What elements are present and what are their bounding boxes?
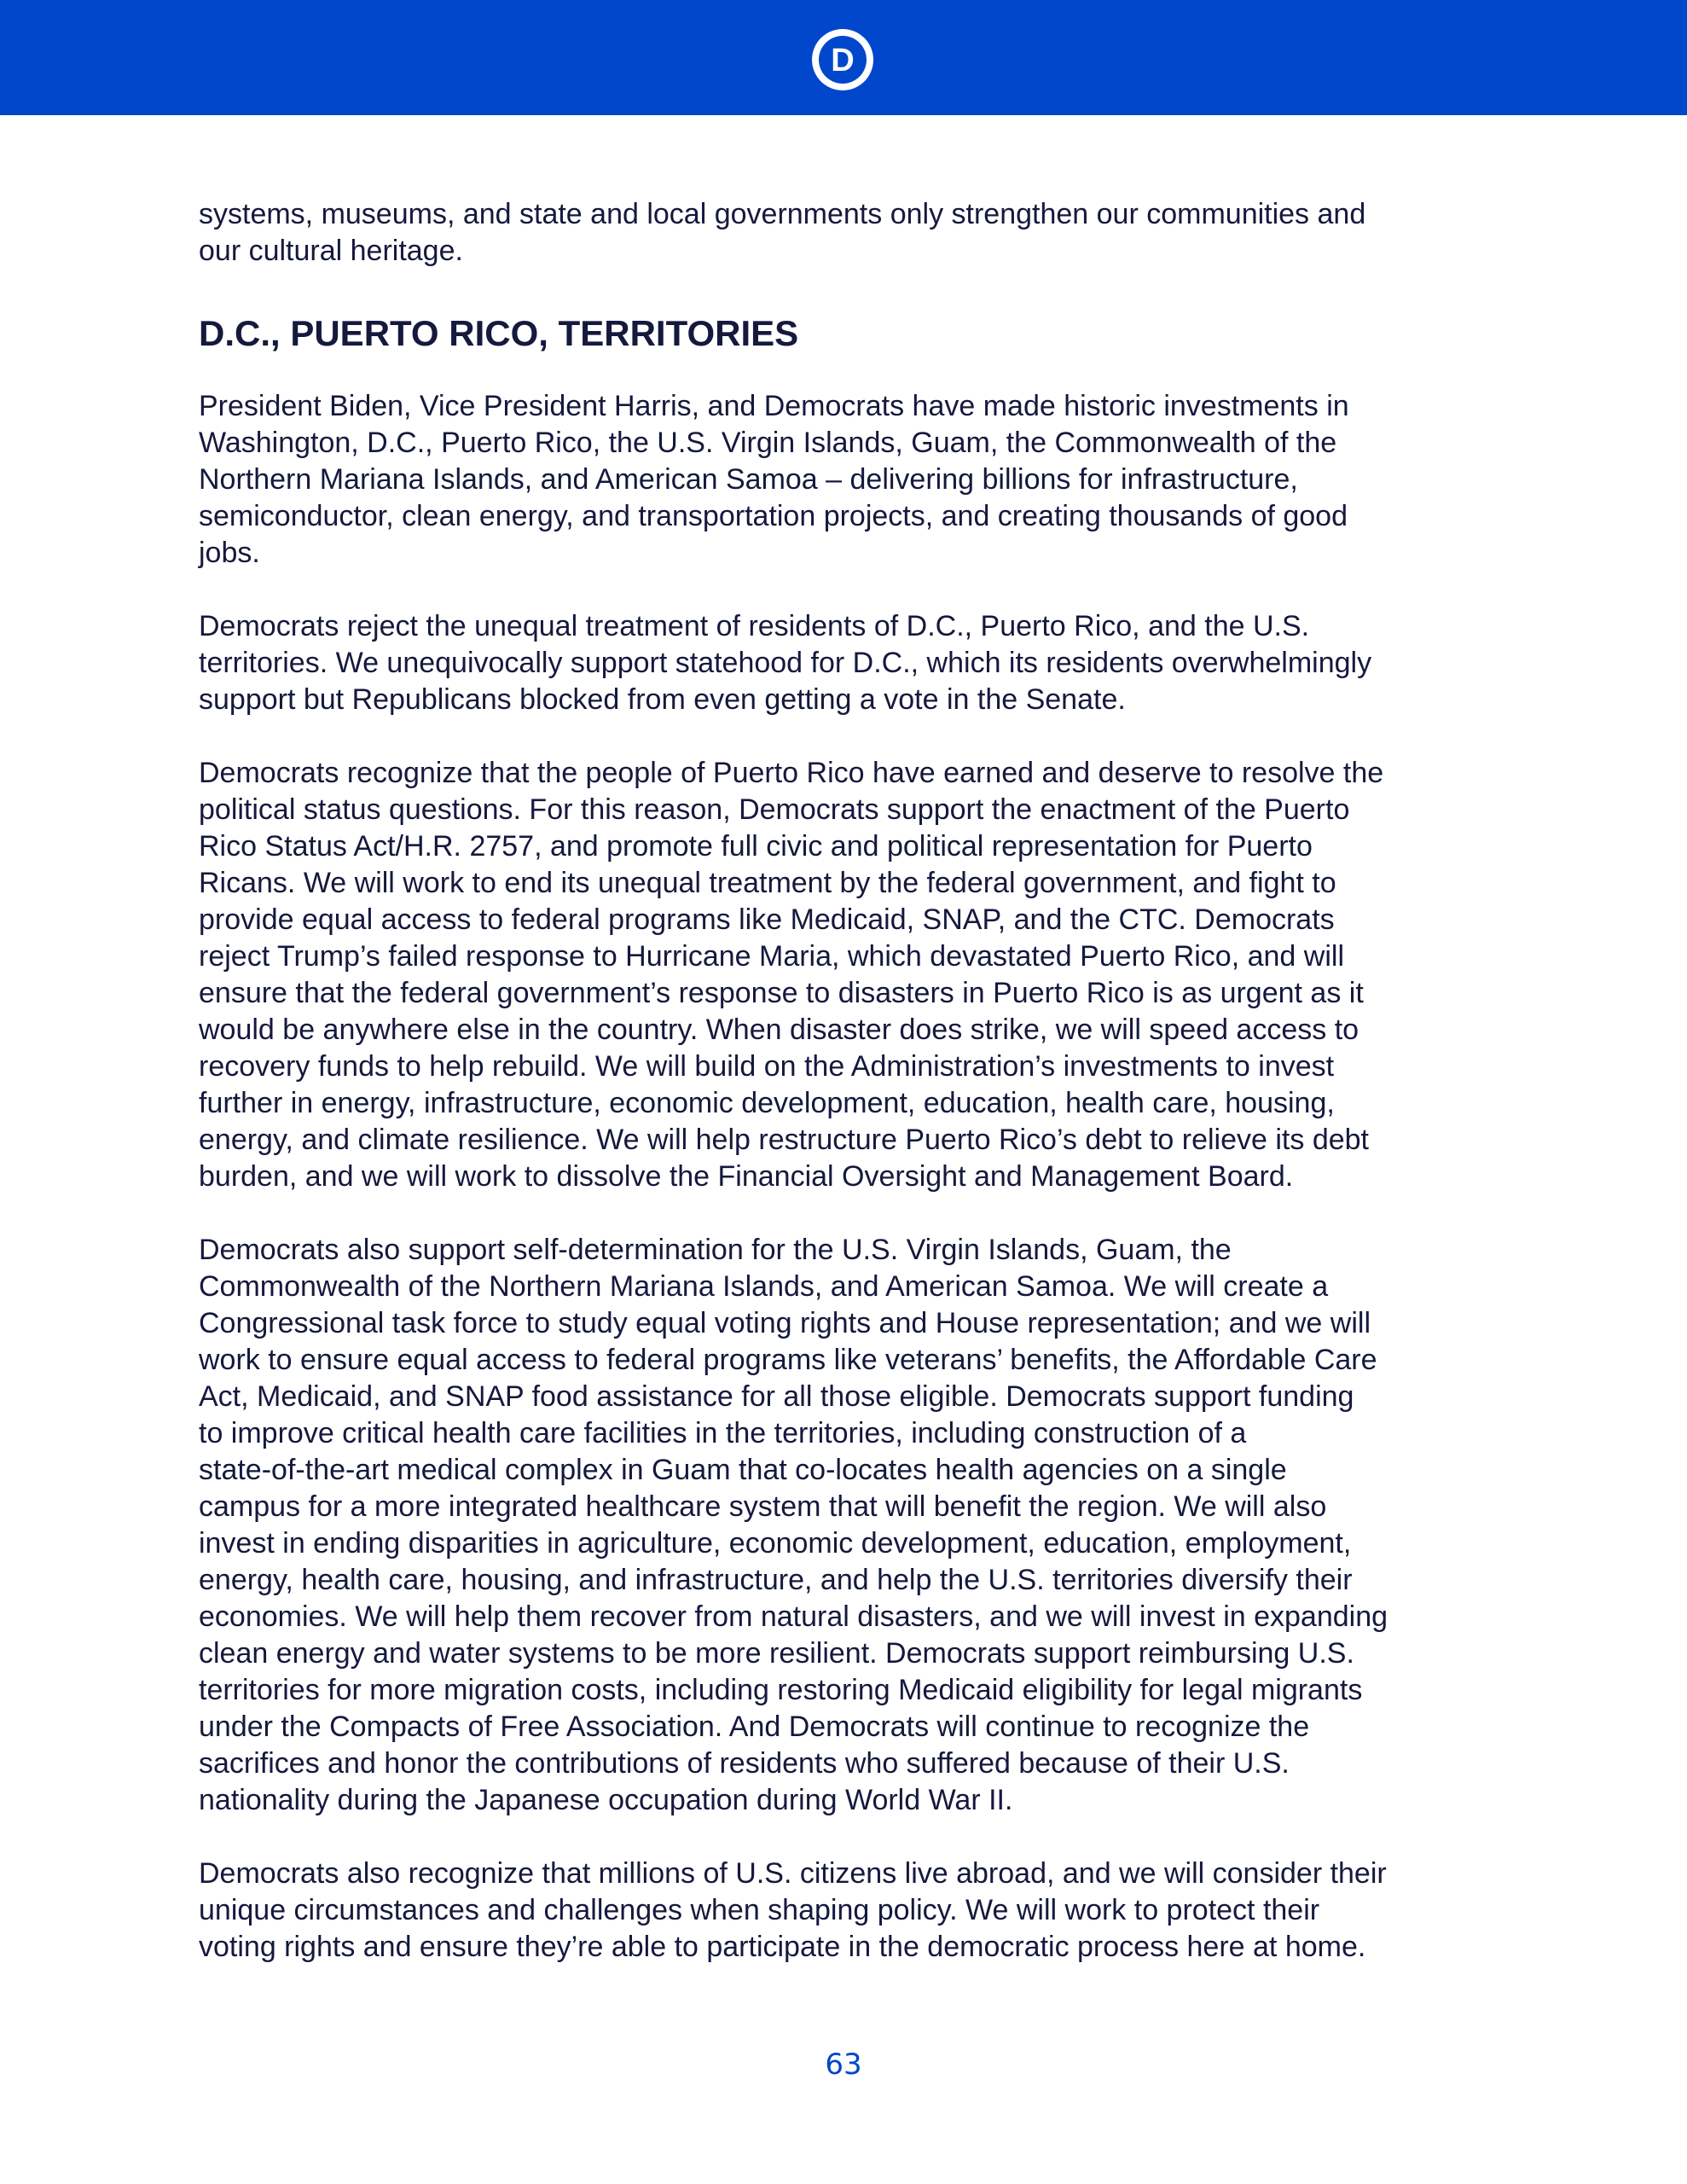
text-line: Democrats reject the unequal treatment of residents of D.C., Puerto Rico, and the U.S. xyxy=(199,610,1310,642)
text-line: Ricans. We will work to end its unequal treatment by the federal government, and fight to xyxy=(199,867,1336,899)
text-line: economies. We will help them recover from natural disasters, and we will invest in expanding xyxy=(199,1600,1388,1633)
text-line: Washington, D.C., Puerto Rico, the U.S. Virgin Islands, Guam, the Commonwealth of the xyxy=(199,427,1337,459)
text-line: our cultural heritage. xyxy=(199,235,463,267)
text-line: nationality during the Japanese occupation during World War II. xyxy=(199,1784,1013,1816)
text-line: energy, and climate resilience. We will help restructure Puerto Rico’s debt to relieve its debt xyxy=(199,1124,1369,1156)
intro-paragraph xyxy=(199,196,1495,270)
text-line: recovery funds to help rebuild. We will build on the Administration’s investments to invest xyxy=(199,1050,1335,1083)
text-line: Democrats also support self-determination for the U.S. Virgin Islands, Guam, the xyxy=(199,1234,1232,1266)
text-line: energy, health care, housing, and infrastructure, and help the U.S. territories diversify their xyxy=(199,1564,1353,1596)
text-line: sacrifices and honor the contributions of residents who suffered because of their U.S. xyxy=(199,1747,1290,1780)
text-line: Act, Medicaid, and SNAP food assistance for all those eligible. Democrats support funding xyxy=(199,1380,1354,1413)
text-line: state-of-the-art medical complex in Guam that co-locates health agencies on a single xyxy=(199,1454,1287,1486)
document-body xyxy=(199,196,1495,1966)
text-line: invest in ending disparities in agriculture, economic development, education, employment, xyxy=(199,1527,1352,1560)
header-bar xyxy=(0,0,1687,115)
text-line: clean energy and water systems to be more resilient. Democrats support reimbursing U.S. xyxy=(199,1637,1354,1670)
page-number: 63 xyxy=(825,2048,862,2082)
text-line: territories for more migration costs, including restoring Medicaid eligibility for legal migrants xyxy=(199,1674,1363,1706)
text-line: work to ensure equal access to federal programs like veterans’ benefits, the Affordable Care xyxy=(199,1344,1377,1376)
text-line: jobs. xyxy=(199,537,260,569)
text-line: Democrats recognize that the people of Puerto Rico have earned and deserve to resolve the xyxy=(199,757,1384,789)
text-line: political status questions. For this reason, Democrats support the enactment of the Puerto xyxy=(199,793,1350,826)
paragraph-citizens-abroad xyxy=(199,1856,1495,1966)
section-heading: D.C., PUERTO RICO, TERRITORIES xyxy=(199,313,799,353)
text-line: burden, and we will work to dissolve the Financial Oversight and Management Board. xyxy=(199,1160,1294,1193)
text-line: Northern Mariana Islands, and American Samoa – delivering billions for infrastructure, xyxy=(199,463,1298,496)
text-line: ensure that the federal government’s response to disasters in Puerto Rico is as urgent as it xyxy=(199,977,1364,1009)
text-line: voting rights and ensure they’re able to participate in the democratic process here at home. xyxy=(199,1931,1366,1963)
text-line: provide equal access to federal programs like Medicaid, SNAP, and the CTC. Democrats xyxy=(199,903,1335,936)
text-line: under the Compacts of Free Association. And Democrats will continue to recognize the xyxy=(199,1711,1310,1743)
text-line: support but Republicans blocked from even getting a vote in the Senate. xyxy=(199,683,1126,716)
paragraph-investments xyxy=(199,388,1495,572)
text-line: President Biden, Vice President Harris, and Democrats have made historic investments in xyxy=(199,390,1349,422)
text-line: Democrats also recognize that millions of U.S. citizens live abroad, and we will consider their xyxy=(199,1857,1387,1890)
text-line: Congressional task force to study equal voting rights and House representation; and we will xyxy=(199,1307,1371,1339)
text-line: would be anywhere else in the country. When disaster does strike, we will speed access to xyxy=(199,1014,1359,1046)
paragraph-statehood xyxy=(199,608,1495,718)
text-line: semiconductor, clean energy, and transportation projects, and creating thousands of good xyxy=(199,500,1348,532)
text-line: territories. We unequivocally support statehood for D.C., which its residents overwhelmingly xyxy=(199,647,1372,679)
paragraph-territories xyxy=(199,1232,1495,1819)
text-line: further in energy, infrastructure, economic development, education, health care, housing, xyxy=(199,1087,1335,1119)
text-line: campus for a more integrated healthcare system that will benefit the region. We will also xyxy=(199,1490,1327,1523)
text-line: Rico Status Act/H.R. 2757, and promote full civic and political representation for Puerto xyxy=(199,830,1313,863)
text-line: reject Trump’s failed response to Hurricane Maria, which devastated Puerto Rico, and will xyxy=(199,940,1344,973)
paragraph-puerto-rico xyxy=(199,755,1495,1195)
party-logo-icon xyxy=(810,27,875,92)
text-line: to improve critical health care facilities in the territories, including construction of a xyxy=(199,1417,1247,1449)
text-line: unique circumstances and challenges when shaping policy. We will work to protect their xyxy=(199,1894,1320,1926)
logo-letter: D xyxy=(831,43,855,78)
text-line: systems, museums, and state and local governments only strengthen our communities and xyxy=(199,198,1366,230)
text-line: Commonwealth of the Northern Mariana Islands, and American Samoa. We will create a xyxy=(199,1270,1329,1303)
